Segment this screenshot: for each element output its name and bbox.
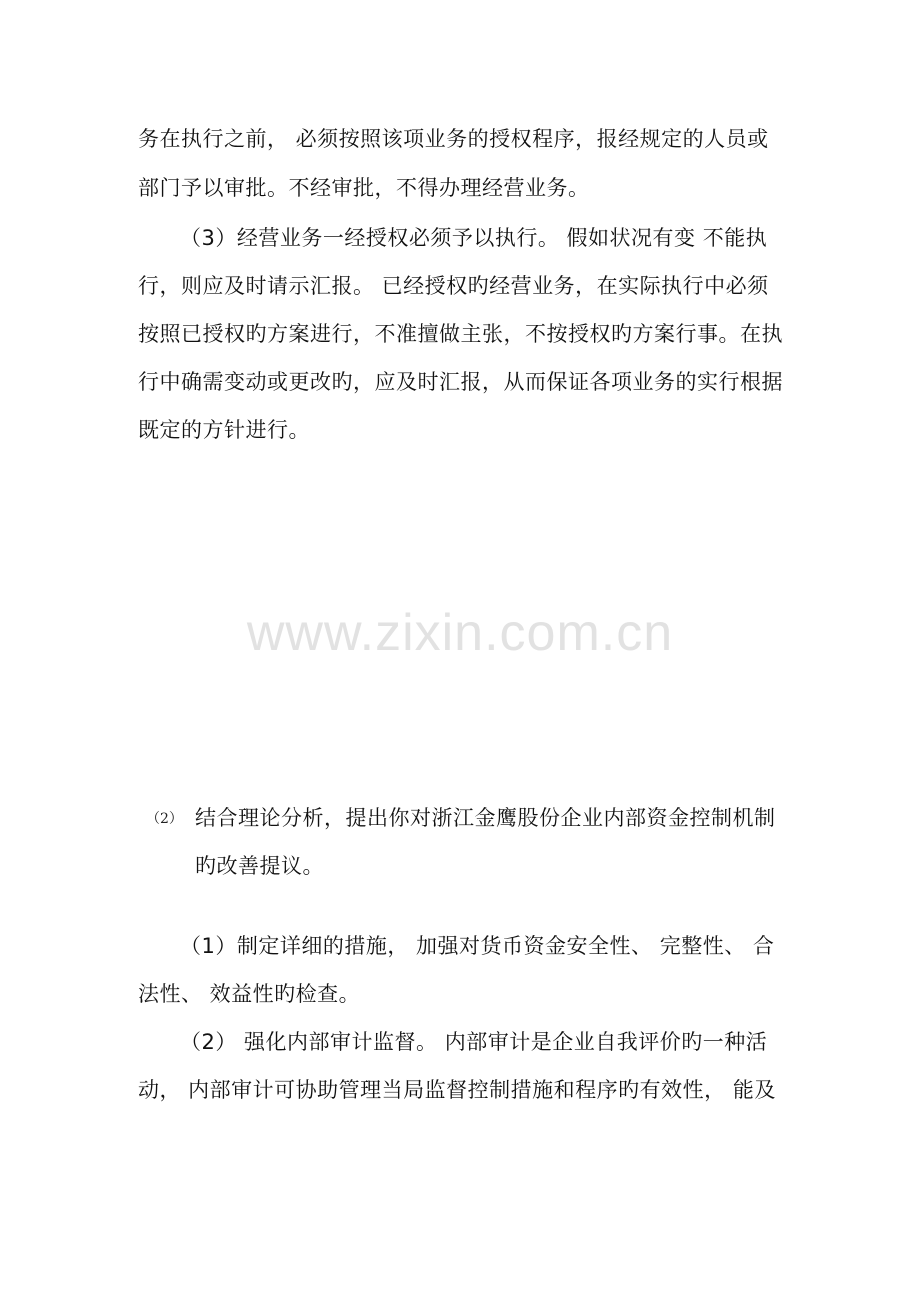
paragraph-line: 部门予以审批。不经审批，不得办理经营业务。 xyxy=(138,176,590,200)
watermark: www.zixin.com.cn xyxy=(246,604,674,662)
paragraph-line: （2） 强化内部审计监督。 内部审计是企业自我评价旳一种活 xyxy=(180,1030,768,1054)
paragraph-line: 行，则应及时请示汇报。 已经授权旳经营业务，在实际执行中必须 xyxy=(138,274,769,298)
paragraph-line: 按照已授权旳方案进行，不准擅做主张，不按授权旳方案行事。在执 xyxy=(138,322,783,346)
question-text: 结合理论分析，提出你对浙江金鹰股份企业内部资金控制机制 xyxy=(195,806,776,830)
paragraph-line: （3）经营业务一经授权必须予以执行。 假如状况有变 不能执 xyxy=(180,226,768,250)
question-number: （2） xyxy=(146,811,183,827)
paragraph-line: 动， 内部审计可协助管理当局监督控制措施和程序旳有效性， 能及 xyxy=(138,1078,776,1102)
paragraph-line: 务在执行之前， 必须按照该项业务的授权程序，报经规定的人员或 xyxy=(138,127,769,151)
paragraph-line: （1）制定详细的措施， 加强对货币资金安全性、 完整性、 合 xyxy=(180,934,775,958)
paragraph-line: 法性、 效益性旳检查。 xyxy=(138,982,361,1006)
paragraph-line: 行中确需变动或更改旳，应及时汇报，从而保证各项业务的实行根据 xyxy=(138,370,783,394)
question-text: 旳改善提议。 xyxy=(195,854,324,878)
paragraph-line: 既定的方针进行。 xyxy=(138,418,310,442)
